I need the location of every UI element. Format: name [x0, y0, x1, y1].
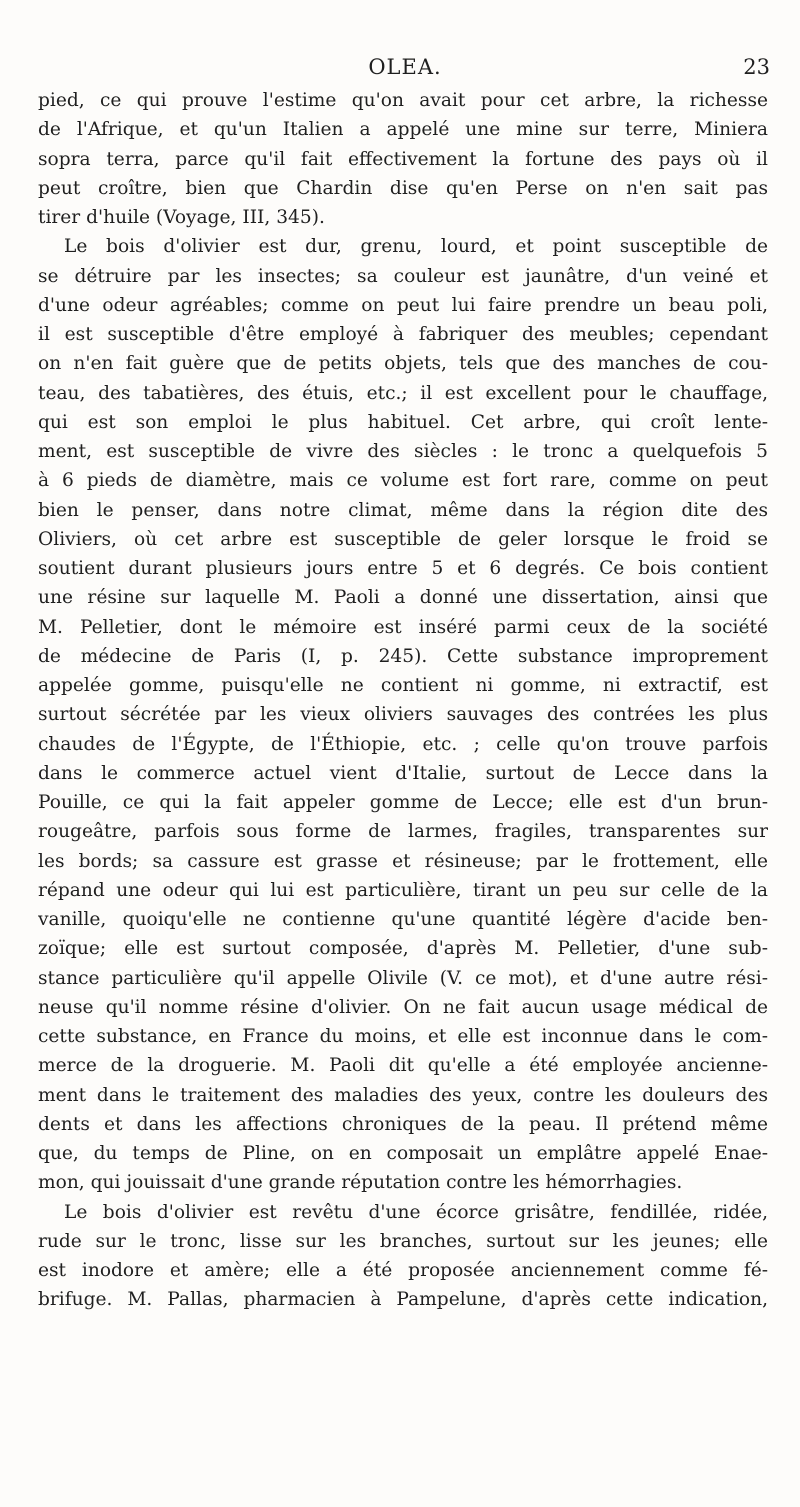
text-line: les bords; sa cassure est grasse et résineuse; par le frottement, elle	[38, 850, 768, 872]
text-line: qui est son emploi le plus habituel. Cet arbre, qui croît lente-	[38, 411, 768, 433]
text-line: stance particulière qu'il appelle Olivile (V. ce mot), et d'une autre rési-	[38, 967, 768, 989]
text-line: vanille, quoiqu'elle ne contienne qu'une quantité légère d'acide ben-	[38, 909, 768, 930]
text-line: est inodore et amère; elle a été proposée anciennement comme fé-	[38, 1260, 768, 1281]
text-line: Pouille, ce qui la fait appeler gomme de Lecce; elle est d'un brun-	[38, 792, 768, 813]
text-line: Oliviers, où cet arbre est susceptible de geler lorsque le froid se	[38, 528, 768, 550]
text-line: pied, ce qui prouve l'estime qu'on avait pour cet arbre, la richesse	[38, 90, 768, 111]
text-line: il est susceptible d'être employé à fabriquer des meubles; cependant	[38, 324, 768, 345]
text-line: dents et dans les affections chroniques de la peau. Il prétend même	[38, 1113, 768, 1135]
text-line: teau, des tabatières, des étuis, etc.; il est excellent pour le chauffage,	[38, 382, 768, 404]
running-title: OLEA.	[368, 55, 442, 79]
text-line: rougeâtre, parfois sous forme de larmes, fragiles, transparentes sur	[38, 821, 768, 843]
text-line: rude sur le tronc, lisse sur les branches, surtout sur les jeunes; elle	[38, 1230, 768, 1252]
text-line: une résine sur laquelle M. Paoli a donné une dissertation, ainsi que	[38, 587, 768, 609]
text-line: merce de la droguerie. M. Paoli dit qu'elle a été employée ancienne-	[38, 1055, 768, 1077]
text-line: se détruire par les insectes; sa couleur est jaunâtre, d'un veiné et	[38, 265, 768, 287]
text-line: peut croître, bien que Chardin dise qu'en Perse on n'en sait pas	[38, 177, 768, 199]
text-line: d'une odeur agréables; comme on peut lui faire prendre un beau poli,	[38, 294, 768, 316]
text-line: tirer d'huile (Voyage, III, 345).	[38, 207, 325, 228]
text-line: de médecine de Paris (I, p. 245). Cette substance improprement	[38, 645, 768, 667]
text-line: sopra terra, parce qu'il fait effectivement la fortune des pays où il	[38, 148, 768, 170]
text-line: neuse qu'il nomme résine d'olivier. On ne fait aucun usage médical de	[38, 996, 768, 1018]
page-number: 23	[743, 55, 770, 79]
text-line: mon, qui jouissait d'une grande réputation contre les hémorrhagies.	[38, 1172, 683, 1194]
text-line: de l'Afrique, et qu'un Italien a appelé une mine sur terre, Miniera	[38, 119, 768, 141]
text-line: M. Pelletier, dont le mémoire est inséré parmi ceux de la société	[38, 616, 768, 638]
body-text	[38, 86, 768, 1315]
text-line: appelée gomme, puisqu'elle ne contient ni gomme, ni extractif, est	[38, 675, 768, 696]
running-head	[40, 55, 770, 85]
text-line: soutient durant plusieurs jours entre 5 et 6 degrés. Ce bois contient	[38, 558, 768, 579]
text-line: surtout sécrétée par les vieux oliviers sauvages des contrées les plus	[38, 704, 768, 726]
text-line: Le bois d'olivier est dur, grenu, lourd, et point susceptible de	[64, 236, 768, 258]
text-line: ment dans le traitement des maladies des yeux, contre les douleurs des	[38, 1084, 768, 1106]
text-line: zoïque; elle est surtout composée, d'après M. Pelletier, d'une sub-	[38, 938, 768, 960]
text-line: Le bois d'olivier est revêtu d'une écorce grisâtre, fendillée, ridée,	[64, 1201, 768, 1223]
text-line: brifuge. M. Pallas, pharmacien à Pampelune, d'après cette indication,	[38, 1289, 768, 1311]
text-line: chaudes de l'Égypte, de l'Éthiopie, etc. ; celle qu'on trouve parfois	[38, 733, 768, 755]
text-line: ment, est susceptible de vivre des siècles : le tronc a quelquefois 5	[38, 441, 768, 462]
text-line: à 6 pieds de diamètre, mais ce volume est fort rare, comme on peut	[38, 470, 768, 492]
text-line: répand une odeur qui lui est particulière, tirant un peu sur celle de la	[38, 879, 768, 901]
text-line: que, du temps de Pline, on en composait un emplâtre appelé Enae-	[38, 1143, 768, 1164]
text-line: dans le commerce actuel vient d'Italie, surtout de Lecce dans la	[38, 762, 768, 784]
text-line: bien le penser, dans notre climat, même dans la région dite des	[38, 499, 768, 521]
text-line: cette substance, en France du moins, et elle est inconnue dans le com-	[38, 1026, 768, 1047]
text-line: on n'en fait guère que de petits objets, tels que des manches de cou-	[38, 353, 768, 375]
